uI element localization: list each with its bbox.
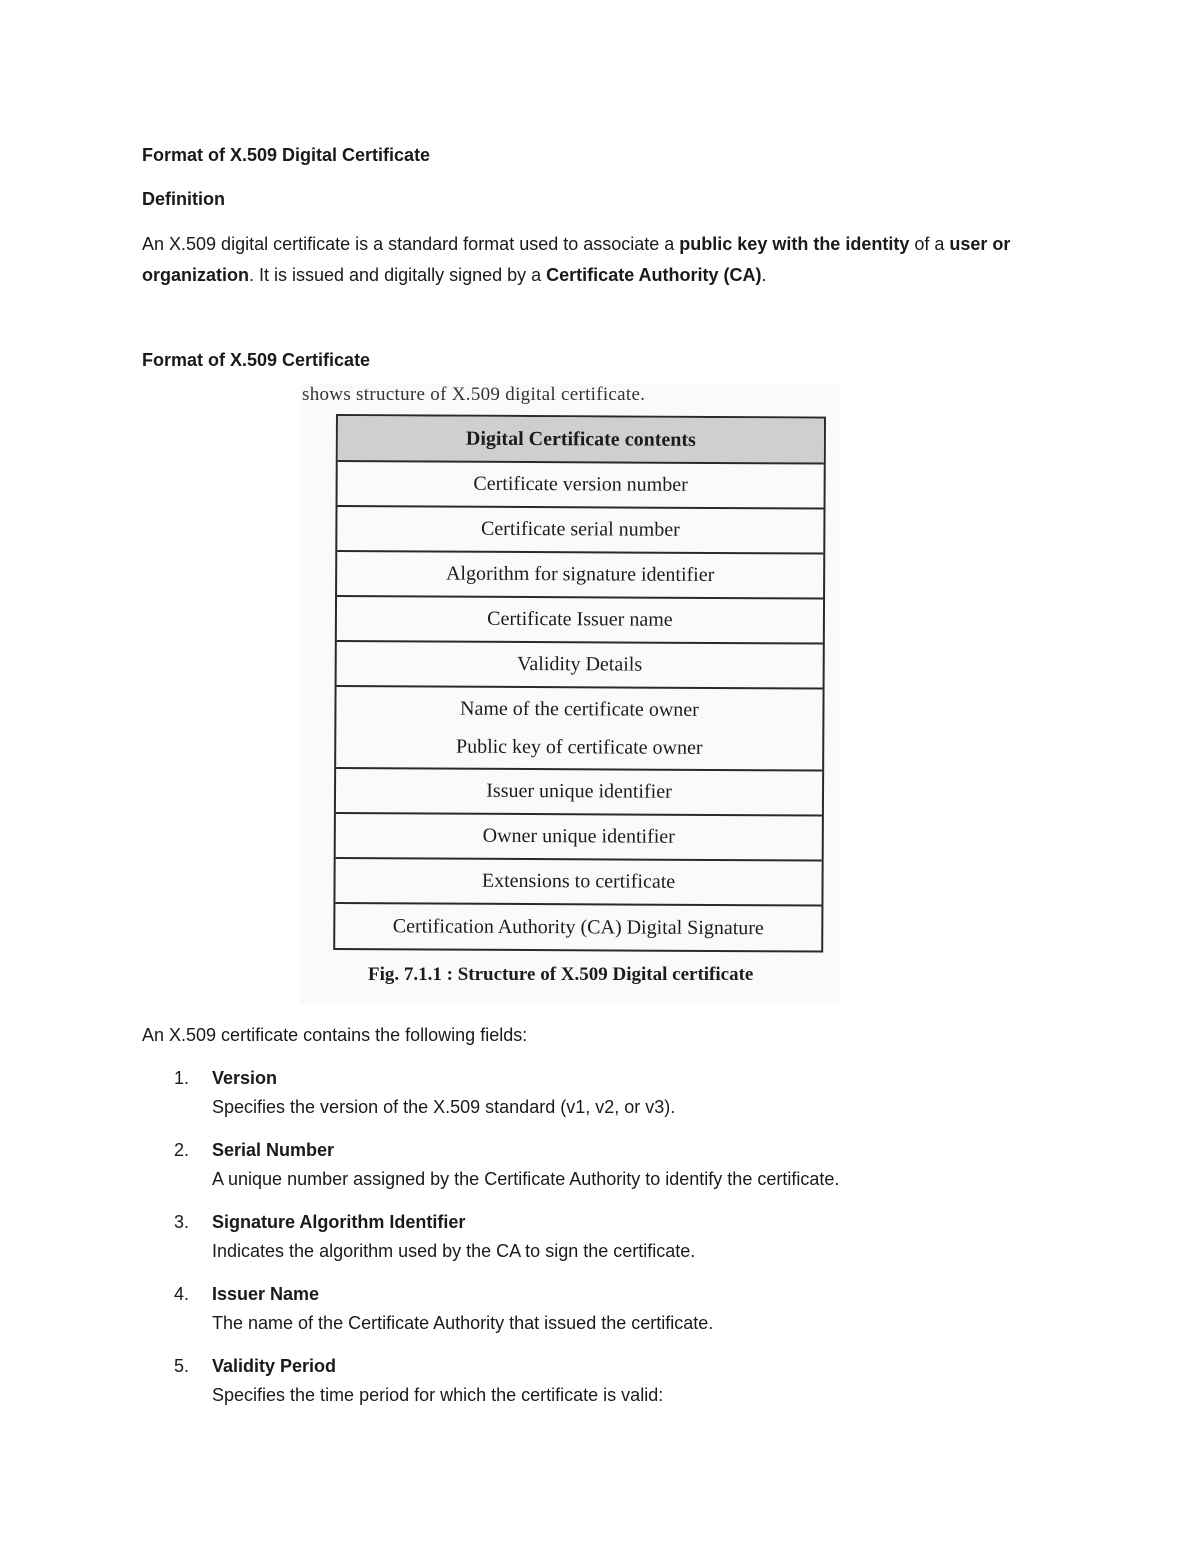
field-title: Signature Algorithm Identifier — [212, 1212, 466, 1232]
list-number: 5. — [174, 1356, 190, 1376]
field-description: Indicates the algorithm used by the CA to sign the certificate. — [212, 1241, 696, 1261]
table-row — [337, 505, 823, 553]
certificate-contents-table — [333, 414, 826, 953]
list-item — [142, 1136, 1102, 1194]
field-description: Specifies the time period for which the certificate is valid: — [212, 1385, 664, 1405]
table-row — [335, 857, 821, 905]
definition-paragraph — [142, 229, 1062, 291]
table-row — [337, 550, 823, 598]
list-number: 2. — [174, 1140, 190, 1160]
list-item — [142, 1064, 1102, 1122]
table-cell-text: Certificate Issuer name — [487, 607, 673, 631]
table-row — [336, 767, 822, 815]
table-row — [336, 685, 822, 770]
table-cell-text: Extensions to certificate — [481, 869, 676, 893]
definition-text: of a — [909, 234, 950, 254]
table-cell-text: Public key of certificate owner — [455, 735, 703, 759]
table-row — [338, 460, 824, 508]
figure-caption-top: shows structure of X.509 digital certificate. — [302, 384, 646, 405]
field-title: Serial Number — [212, 1140, 335, 1160]
table-cell-text: Certification Authority (CA) Digital Signature — [392, 914, 764, 939]
table-row — [337, 640, 823, 688]
table-cell-text: Certificate version number — [473, 472, 688, 496]
fields-intro: An X.509 certificate contains the following fields: — [142, 1025, 528, 1045]
definition-bold-term: user or organization — [142, 234, 1011, 285]
definition-bold-term: Certificate Authority (CA) — [546, 265, 762, 285]
list-item — [142, 1280, 1102, 1338]
table-row — [337, 595, 823, 643]
list-item — [142, 1208, 1102, 1266]
table-cell-text: Name of the certificate owner — [460, 697, 699, 721]
definition-text: . — [761, 265, 767, 285]
list-item — [142, 1352, 1102, 1410]
table-cell-text: Certificate serial number — [480, 517, 680, 541]
format-heading: Format of X.509 Certificate — [142, 350, 371, 370]
list-number: 3. — [174, 1212, 190, 1232]
page-title: Format of X.509 Digital Certificate — [142, 145, 431, 165]
table-cell-text: Issuer unique identifier — [486, 779, 672, 803]
list-number: 4. — [174, 1284, 190, 1304]
field-title: Issuer Name — [212, 1284, 320, 1304]
field-description: A unique number assigned by the Certificate Authority to identify the certificate. — [212, 1169, 840, 1189]
figure-caption: Fig. 7.1.1 : Structure of X.509 Digital certificate — [368, 964, 754, 985]
field-title: Validity Period — [212, 1356, 337, 1376]
list-number: 1. — [174, 1068, 190, 1088]
certificate-structure-figure — [300, 384, 840, 1004]
table-row — [335, 902, 821, 951]
table-header: Digital Certificate contents — [338, 416, 824, 463]
table-cell-text: Algorithm for signature identifier — [445, 562, 715, 586]
definition-heading: Definition — [142, 189, 225, 209]
field-title: Version — [212, 1068, 278, 1088]
definition-text: An X.509 digital certificate is a standard format used to associate a — [142, 234, 680, 254]
definition-text: . It is issued and digitally signed by a — [249, 265, 547, 285]
table-cell-text: Validity Details — [517, 652, 643, 676]
fields-list — [142, 1064, 1102, 1424]
table-cell-text: Owner unique identifier — [482, 824, 675, 848]
field-description: The name of the Certificate Authority that issued the certificate. — [212, 1313, 714, 1333]
field-description: Specifies the version of the X.509 standard (v1, v2, or v3). — [212, 1097, 676, 1117]
definition-bold-term: public key with the identity — [679, 234, 910, 254]
table-row — [336, 812, 822, 860]
